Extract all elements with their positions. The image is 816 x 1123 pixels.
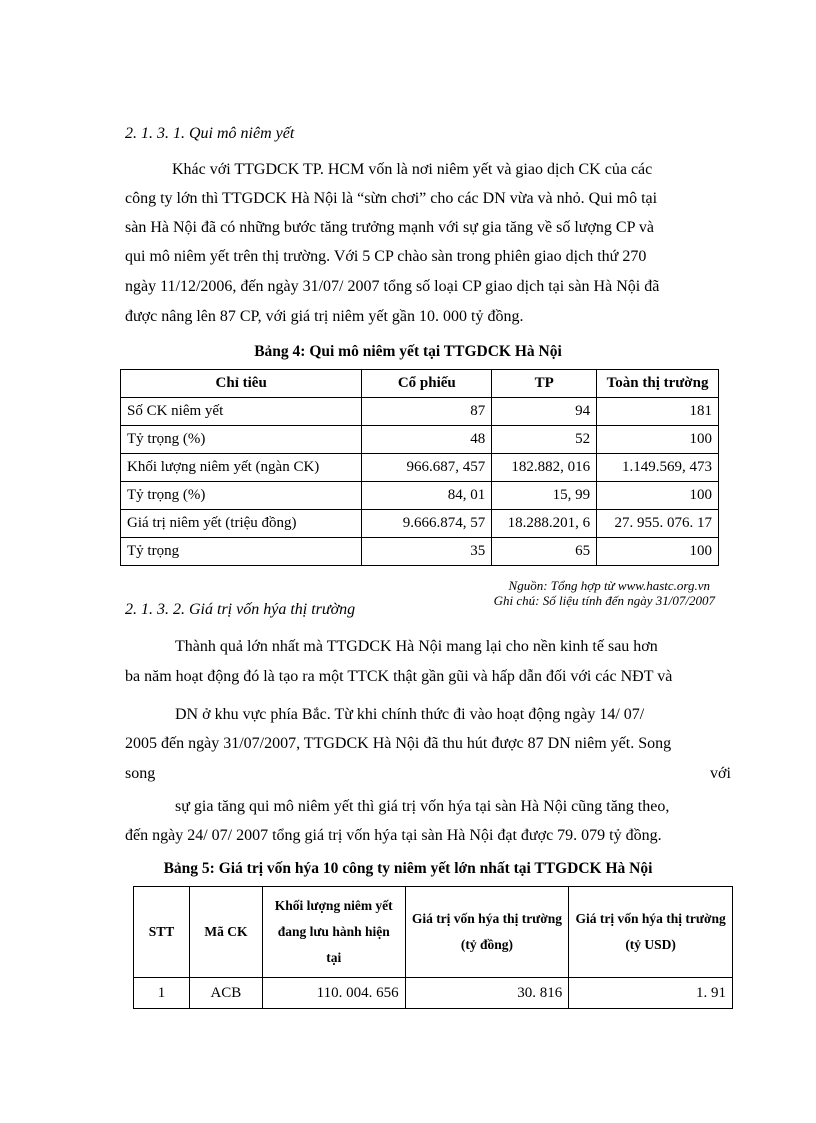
column-header: STT bbox=[134, 887, 190, 978]
row-label: Tỷ trọng (%) bbox=[121, 426, 362, 454]
cell-value: 966.687, 457 bbox=[362, 454, 492, 482]
row-label: Tỷ trọng (%) bbox=[121, 482, 362, 510]
cell-value: 9.666.874, 57 bbox=[362, 510, 492, 538]
paragraph-line: Khác với TTGDCK TP. HCM vốn là nơi niêm yết và giao dịch CK của các bbox=[172, 161, 653, 178]
table-row bbox=[121, 454, 719, 482]
cell-value: ACB bbox=[189, 978, 262, 1009]
table5-caption: Bảng 5: Giá trị vốn hýa 10 công ty niêm yết lớn nhất tại TTGDCK Hà Nội bbox=[163, 860, 653, 877]
table-row bbox=[121, 538, 719, 566]
row-label: Tỷ trọng bbox=[121, 538, 362, 566]
cell-value: 87 bbox=[362, 398, 492, 426]
listing-scale-table bbox=[120, 369, 719, 566]
table4-note: Ghi chú: Số liệu tính đến ngày 31/07/2007 bbox=[493, 593, 715, 608]
cell-value: 100 bbox=[597, 482, 719, 510]
column-header: Toàn thị trường bbox=[597, 370, 719, 398]
paragraph-line: qui mô niêm yết trên thị trường. Với 5 CP chào sàn trong phiên giao dịch thứ 270 bbox=[125, 248, 647, 265]
section-heading-market-cap: 2. 1. 3. 2. Giá trị vốn hýa thị trường bbox=[125, 601, 356, 618]
table-header-row bbox=[121, 370, 719, 398]
table-row bbox=[121, 510, 719, 538]
cell-value: 35 bbox=[362, 538, 492, 566]
paragraph-line: công ty lớn thì TTGDCK Hà Nội là “sừn chơi” cho các DN vừa và nhỏ. Qui mô tại bbox=[125, 190, 658, 207]
cell-value: 181 bbox=[597, 398, 719, 426]
cell-value: 27. 955. 076. 17 bbox=[597, 510, 719, 538]
table4-caption: Bảng 4: Qui mô niêm yết tại TTGDCK Hà Nội bbox=[254, 343, 562, 360]
cell-value: 52 bbox=[492, 426, 597, 454]
paragraph-line: song bbox=[125, 765, 156, 782]
table-row bbox=[121, 398, 719, 426]
paragraph-line: Thành quả lớn nhất mà TTGDCK Hà Nội mang lại cho nền kinh tế sau hơn bbox=[175, 638, 658, 655]
paragraph-line: DN ở khu vực phía Bắc. Từ khi chính thức đi vào hoạt động ngày 14/ 07/ bbox=[175, 706, 645, 723]
table-row bbox=[121, 426, 719, 454]
column-header: Giá trị vốn hýa thị trường (tỷ đồng) bbox=[405, 887, 569, 978]
row-label: Số CK niêm yết bbox=[121, 398, 362, 426]
cell-value: 110. 004. 656 bbox=[262, 978, 405, 1009]
market-cap-table bbox=[133, 886, 733, 1009]
table-row bbox=[121, 482, 719, 510]
cell-value: 100 bbox=[597, 426, 719, 454]
cell-value: 1. 91 bbox=[569, 978, 733, 1009]
cell-value: 1.149.569, 473 bbox=[597, 454, 719, 482]
paragraph-line: với bbox=[710, 765, 731, 782]
paragraph-line: được nâng lên 87 CP, với giá trị niêm yết gần 10. 000 tỷ đồng. bbox=[125, 308, 524, 325]
column-header: Mã CK bbox=[189, 887, 262, 978]
cell-value: 94 bbox=[492, 398, 597, 426]
row-label: Khối lượng niêm yết (ngàn CK) bbox=[121, 454, 362, 482]
cell-value: 84, 01 bbox=[362, 482, 492, 510]
cell-value: 182.882, 016 bbox=[492, 454, 597, 482]
cell-value: 100 bbox=[597, 538, 719, 566]
column-header: Khối lượng niêm yết đang lưu hành hiện tại bbox=[262, 887, 405, 978]
column-header: TP bbox=[492, 370, 597, 398]
paragraph-line: ba năm hoạt động đó là tạo ra một TTCK thật gần gũi và hấp dẫn đối với các NĐT và bbox=[125, 668, 673, 685]
paragraph-line: đến ngày 24/ 07/ 2007 tổng giá trị vốn hýa tại sàn Hà Nội đạt được 79. 079 tỷ đồng. bbox=[125, 827, 662, 844]
paragraph-line: 2005 đến ngày 31/07/2007, TTGDCK Hà Nội đã thu hút được 87 DN niêm yết. Song bbox=[125, 735, 672, 752]
paragraph-line: ngày 11/12/2006, đến ngày 31/07/ 2007 tổng số loại CP giao dịch tại sàn Hà Nội đã bbox=[125, 278, 660, 295]
row-label: Giá trị niêm yết (triệu đồng) bbox=[121, 510, 362, 538]
paragraph-line: sự gia tăng qui mô niêm yết thì giá trị vốn hýa tại sàn Hà Nội cũng tăng theo, bbox=[175, 798, 670, 815]
table4-source: Nguồn: Tổng hợp từ www.hastc.org.vn bbox=[508, 578, 710, 593]
column-header: Chỉ tiêu bbox=[121, 370, 362, 398]
cell-value: 65 bbox=[492, 538, 597, 566]
cell-value: 48 bbox=[362, 426, 492, 454]
table-header-row bbox=[134, 887, 733, 978]
cell-value: 1 bbox=[134, 978, 190, 1009]
cell-value: 30. 816 bbox=[405, 978, 569, 1009]
cell-value: 18.288.201, 6 bbox=[492, 510, 597, 538]
column-header: Cổ phiếu bbox=[362, 370, 492, 398]
paragraph-line: sàn Hà Nội đã có những bước tăng trưởng mạnh với sự gia tăng về số lượng CP và bbox=[125, 219, 654, 236]
section-heading-listing-scale: 2. 1. 3. 1. Qui mô niêm yết bbox=[125, 125, 295, 142]
column-header: Giá trị vốn hýa thị trường (tỷ USD) bbox=[569, 887, 733, 978]
cell-value: 15, 99 bbox=[492, 482, 597, 510]
table-row bbox=[134, 978, 733, 1009]
